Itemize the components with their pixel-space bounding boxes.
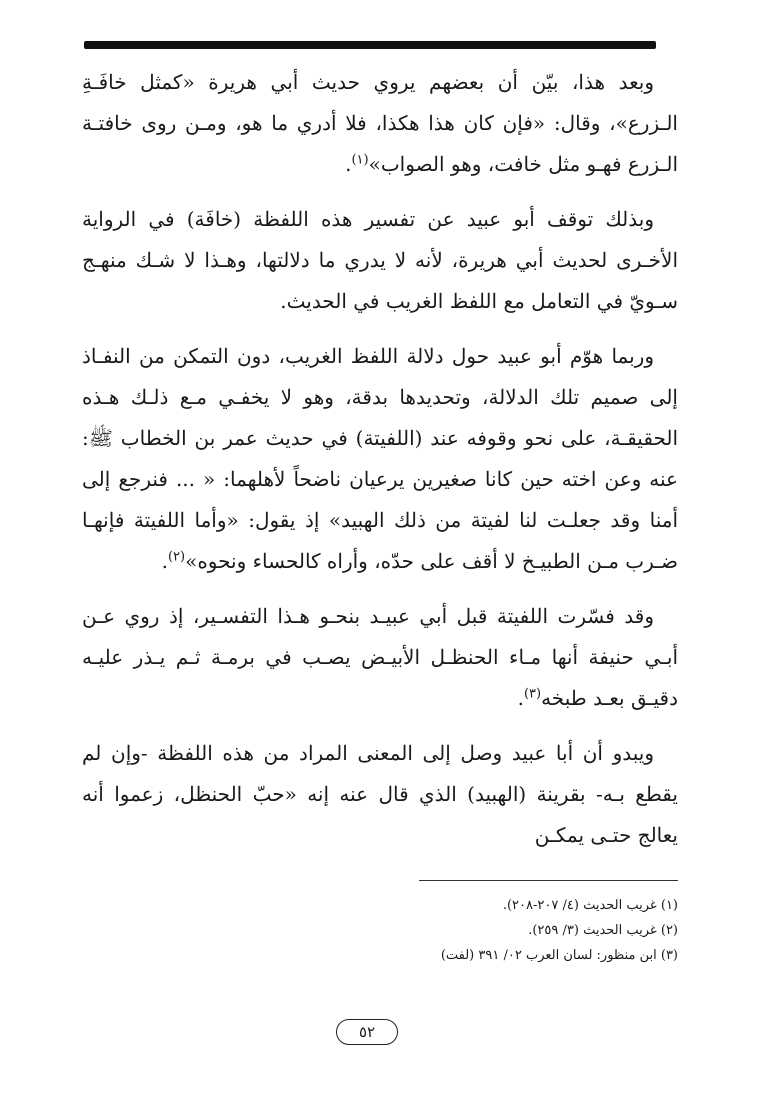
paragraph-3 bbox=[82, 336, 678, 582]
paragraph-text: وبعد هذا، بيّن أن بعضهم يروي حديث أبي هريرة «كمثل خافَـةِ الـزرع»، وقال: «فإن كان هذا هكذا، فلا أدري ما هو، ومـن روى خافتـة الـزرع فهـو مثل خافت، وهو الصواب» bbox=[82, 70, 678, 176]
page-number-frame bbox=[336, 1019, 398, 1045]
footnote-1: (١) غريب الحديث (٤/ ٢٠٧-٢٠٨). bbox=[502, 898, 678, 913]
paragraph-tail: . bbox=[517, 686, 524, 710]
paragraph-text: ويبدو أن أبا عبيد وصل إلى المعنى المراد من هذه اللفظة -وإن لم يقطع بـه- بقرينة (الهبيد) الذي قال عنه إنه «حبّ الحنظل، زعموا أنه يعالج حتـى يمكـن bbox=[82, 741, 678, 847]
footnote-2: (٢) غريب الحديث (٣/ ٢٥٩). bbox=[528, 923, 678, 938]
paragraph-5 bbox=[82, 733, 678, 856]
paragraph-text: وربما هوّم أبو عبيد حول دلالة اللفظ الغريب، دون التمكن من النفـاذ إلى صميم تلك الدلالة، وتحديدها بدقة، وهو لا يخفـي مـع ذلـك هـذه الحقيقـة، على نحو وقوفه عند (اللفيتة) في حديث عمر بن الخطاب ﷺ: عنه وعن اخته حين كانا صغيرين يرعيان ناضحاً لأهلهما: « ... فنرجع إلى أمنا وقد جعلـت لنا لفيتة من ذلك الهبيد» إذ يقول: «وأما اللفيتة فإنهـا ضـرب مـن الطبيـخ لا أقف على حدّه، وأراه كالحساء ونحوه» bbox=[82, 344, 678, 573]
paragraph-1 bbox=[82, 62, 678, 185]
paragraph-text: وقد فسّرت اللفيتة قبل أبي عبيـد بنحـو هـذا التفسـير، إذ روي عـن أبـي حنيفة أنها مـاء الحنظـل الأبيـض يصـب في برمـة ثـم يـذر عليـه دقيـق بعـد طبخه bbox=[82, 604, 678, 710]
paragraph-2 bbox=[82, 199, 678, 322]
footnote-reference: (١) bbox=[351, 152, 369, 168]
footnote-separator bbox=[419, 880, 678, 881]
footnote-reference: (٢) bbox=[167, 549, 186, 565]
footnotes bbox=[300, 893, 678, 968]
paragraph-text: وبذلك توقف أبو عبيد عن تفسير هذه اللفظة (خافَة) في الرواية الأخـرى لحديث أبي هريرة، لأنه لا يدري ما دلالتها، وهـذا لا شـك منهـج سـويّ في التعامل مع اللفظ الغريب في الحديث. bbox=[82, 207, 678, 313]
main-text bbox=[82, 62, 678, 856]
header-rule bbox=[84, 41, 656, 49]
page-number: ٥٢ bbox=[358, 1022, 376, 1041]
footnote-reference: (٣) bbox=[523, 686, 542, 702]
footnote-3: (٣) ابن منظور: لسان العرب ٠٢/ ٣٩١ (لفت) bbox=[440, 948, 678, 963]
paragraph-4 bbox=[82, 596, 678, 719]
paragraph-tail: . bbox=[345, 152, 352, 176]
paragraph-tail: . bbox=[161, 549, 168, 573]
